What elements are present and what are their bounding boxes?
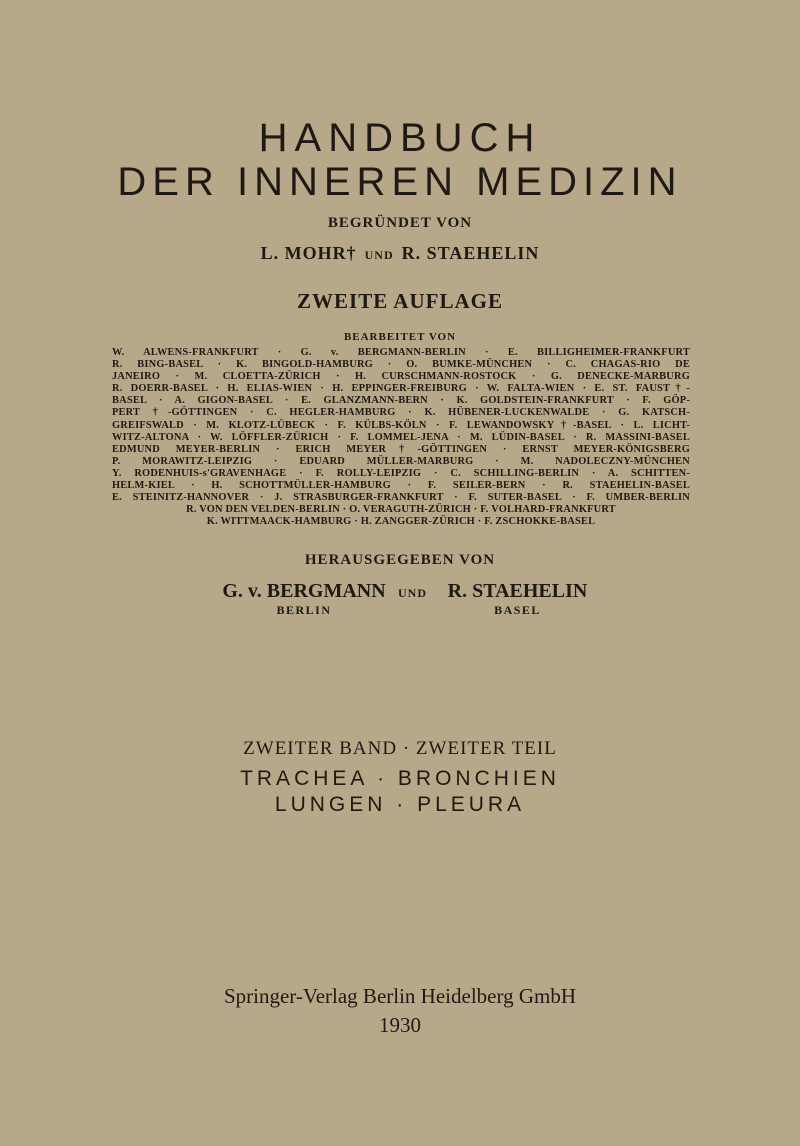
- contributors-line: W. ALWENS-FRANKFURT · G. v. BERGMANN-BERLIN · E. BILLIGHEIMER-FRANKFURT: [112, 347, 690, 358]
- contributors-line: Y. RODENHUIS-s'GRAVENHAGE · F. ROLLY-LEIPZIG · C. SCHILLING-BERLIN · A. SCHITTEN-: [112, 467, 690, 479]
- publisher-imprint: Springer-Verlag Berlin Heidelberg GmbH: [223, 984, 577, 1008]
- publication-year: 1930: [379, 1013, 421, 1037]
- contributors-line: R. DOERR-BASEL · H. ELIAS-WIEN · H. EPPINGER-FREIBURG · W. FALTA-WIEN · E. ST. FAUST†-: [112, 383, 690, 395]
- publisher-bergmann: [214, 579, 394, 617]
- founder-mohr: L. MOHR†: [260, 243, 357, 263]
- contributors-line: E. STEINITZ-HANNOVER · J. STRASBURGER-FRANKFURT · F. SUTER-BASEL · F. UMBER-BERLIN: [112, 492, 690, 504]
- edition: ZWEITE AUFLAGE: [297, 289, 503, 313]
- subject-line-2: LUNGEN · PLEURA: [274, 793, 526, 816]
- subject-line-1: TRACHEA · BRONCHIEN: [240, 767, 560, 790]
- contributors-line: R. VON DEN VELDEN-BERLIN · O. VERAGUTH-ZÜRICH · F. VOLHARD-FRANKFURT: [186, 504, 616, 516]
- founded-by-label: BEGRÜNDET VON: [327, 215, 473, 231]
- contributors-line: R. BING-BASEL · K. BINGOLD-HAMBURG · O. BUMKE-MÜNCHEN · C. CHAGAS-RIO DE: [112, 359, 690, 371]
- contributors-list: [112, 347, 690, 528]
- contributors-line: BASEL · A. GIGON-BASEL · E. GLANZMANN-BERN · K. GOLDSTEIN-FRANKFURT · F. GÖP-: [112, 395, 690, 407]
- contributors-line: WITZ-ALTONA · W. LÖFFLER-ZÜRICH · F. LOMMEL-JENA · M. LÜDIN-BASEL · R. MASSINI-BASEL: [112, 431, 690, 443]
- contributors-line: HELM-KIEL · H. SCHOTTMÜLLER-HAMBURG · F. SEILER-BERN · R. STAEHELIN-BASEL: [112, 480, 690, 492]
- contributors-line: P. MORAWITZ-LEIPZIG · EDUARD MÜLLER-MARBURG · M. NADOLECZNY-MÜNCHEN: [112, 455, 690, 467]
- publisher-staehelin: [440, 579, 595, 617]
- title-line-1: HANDBUCH: [258, 116, 542, 160]
- contributors-line: PERT †-GÖTTINGEN · C. HEGLER-HAMBURG · K. HÜBENER-LUCKENWALDE · G. KATSCH-: [112, 407, 690, 419]
- volume-info: ZWEITER BAND · ZWEITER TEIL: [243, 738, 557, 759]
- founders-und: UND: [364, 248, 394, 262]
- publisher-name: R. STAEHELIN: [447, 580, 588, 602]
- publisher-city: BASEL: [494, 603, 541, 617]
- contributors-line: EDMUND MEYER-BERLIN · ERICH MEYER†-GÖTTINGEN · ERNST MEYER-KÖNIGSBERG: [112, 443, 690, 455]
- publisher-city: BERLIN: [276, 603, 332, 617]
- founder-staehelin: R. STAEHELIN: [401, 243, 540, 263]
- contributors-line: GREIFSWALD · M. KLOTZ-LÜBECK · F. KÜLBS-KÖLN · F. LEWANDOWSKY†-BASEL · L. LICHT-: [112, 419, 690, 431]
- contributors-line: K. WITTMAACK-HAMBURG · H. ZANGGER-ZÜRICH · F. ZSCHOKKE-BASEL: [206, 516, 596, 528]
- publisher-name: G. v. BERGMANN: [222, 580, 386, 602]
- contributors-line: JANEIRO · M. CLOETTA-ZÜRICH · H. CURSCHMANN-ROSTOCK · G. DENECKE-MARBURG: [112, 371, 690, 383]
- edited-by-label: BEARBEITET VON: [343, 331, 457, 343]
- publishers-und: UND: [398, 586, 427, 600]
- founders: [0, 243, 800, 264]
- publishers: [0, 579, 800, 619]
- edited-by-publishers-label: HERAUSGEGEBEN VON: [304, 552, 496, 568]
- title-line-2: DER INNEREN MEDIZIN: [117, 160, 683, 204]
